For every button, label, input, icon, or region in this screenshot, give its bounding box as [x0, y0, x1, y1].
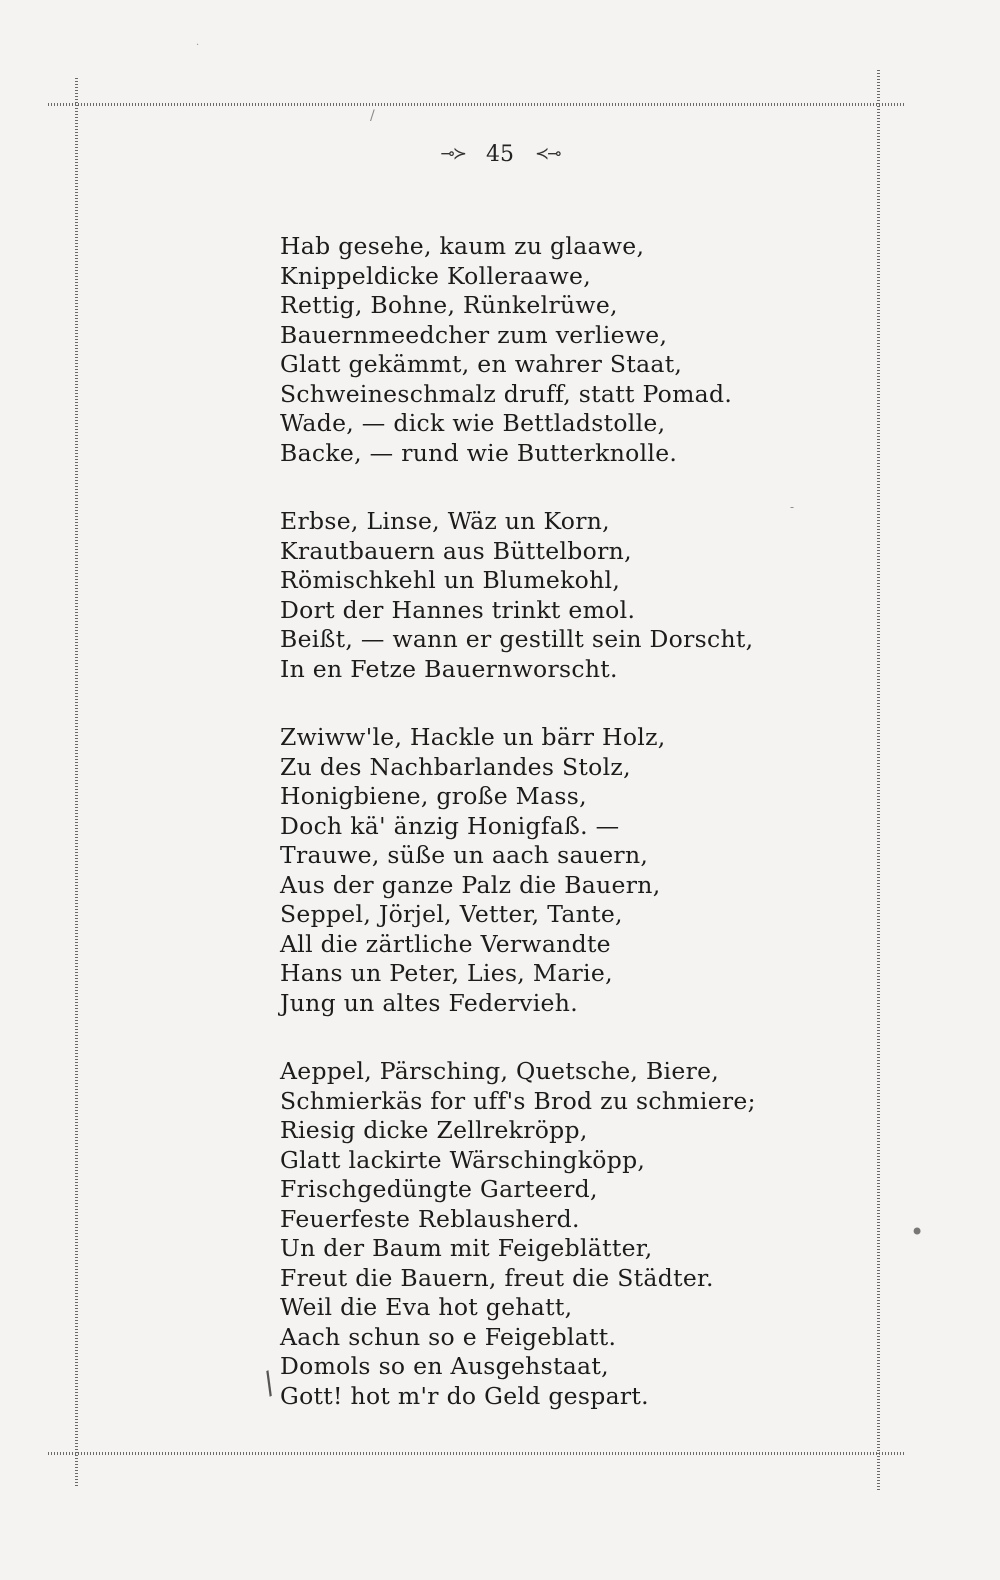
- poem-line: Hab gesehe, kaum zu glaawe,: [280, 232, 645, 260]
- poem-line: Schmierkäs for uff's Brod zu schmiere;: [280, 1086, 756, 1115]
- stanza: [280, 507, 754, 684]
- poem-line: Frischgedüngte Garteerd,: [280, 1175, 598, 1203]
- poem-line: Zwiww'le, Hackle un bärr Holz,: [280, 723, 666, 751]
- poem-line: Freut die Bauern, freut die Städter.: [280, 1263, 714, 1292]
- bottom-border-rule: [48, 1452, 906, 1455]
- paper-speck-icon: ·: [196, 40, 200, 51]
- poem-line: In en Fetze Bauernworscht.: [280, 654, 618, 683]
- poem-line: Beißt, — wann er gestillt sein Dorscht,: [280, 625, 754, 653]
- poem-line: Trauwe, süße un aach sauern,: [280, 841, 649, 869]
- poem-body: [280, 232, 756, 1450]
- poem-line: All die zärtliche Verwandte: [280, 929, 611, 958]
- top-border-rule: [48, 103, 906, 106]
- poem-line: Schweineschmalz druff, statt Pomad.: [280, 379, 733, 408]
- poem-line: Erbse, Linse, Wäz un Korn,: [280, 507, 610, 535]
- poem-line: Römischkehl un Blumekohl,: [280, 566, 621, 594]
- poem-line: Un der Baum mit Feigeblätter,: [280, 1234, 653, 1262]
- poem-line: Zu des Nachbarlandes Stolz,: [280, 752, 631, 781]
- ink-blot-icon: •: [910, 1218, 925, 1246]
- poem-line: Backe, — rund wie Butterknolle.: [280, 438, 678, 467]
- poem-line: Domols so en Ausgehstaat,: [280, 1352, 609, 1380]
- poem-line: Glatt gekämmt, en wahrer Staat,: [280, 350, 683, 378]
- paper-speck-icon: -: [790, 500, 795, 514]
- poem-line: Hans un Peter, Lies, Marie,: [280, 959, 613, 987]
- paper-speck-icon: /: [370, 108, 375, 124]
- poem-line: Aeppel, Pärsching, Quetsche, Biere,: [280, 1057, 720, 1085]
- page-number: 45: [486, 142, 514, 167]
- poem-line: Bauernmeedcher zum verliewe,: [280, 320, 668, 349]
- ornament-right-icon: ≺⊸: [535, 144, 560, 164]
- stanza: [280, 232, 733, 468]
- poem-line: Riesig dicke Zellrekröpp,: [280, 1116, 588, 1144]
- poem-line: Dort der Hannes trinkt emol.: [280, 595, 636, 624]
- poem-line: Rettig, Bohne, Rünkelrüwe,: [280, 291, 618, 319]
- poem-line: Krautbauern aus Büttelborn,: [280, 536, 632, 565]
- poem-line: Wade, — dick wie Bettladstolle,: [280, 409, 666, 437]
- poem-line: Knippeldicke Kolleraawe,: [280, 261, 592, 290]
- poem-line: Honigbiene, große Mass,: [280, 782, 587, 810]
- ornament-left-icon: ⊸≻: [440, 144, 465, 164]
- pencil-mark-icon: /: [257, 1365, 282, 1402]
- poem-line: Doch kä' änzig Honigfaß. —: [280, 811, 620, 840]
- poem-line: Aach schun so e Feigeblatt.: [280, 1322, 617, 1351]
- poem-line: Jung un altes Federvieh.: [280, 988, 578, 1017]
- poem-line: Feuerfeste Reblausherd.: [280, 1204, 580, 1233]
- left-border-rule: [75, 78, 78, 1488]
- poem-line: Aus der ganze Palz die Bauern,: [280, 870, 661, 899]
- poem-line: Glatt lackirte Wärschingköpp,: [280, 1145, 646, 1174]
- poem-line: Seppel, Jörjel, Vetter, Tante,: [280, 900, 623, 928]
- poem-line: Weil die Eva hot gehatt,: [280, 1293, 573, 1321]
- page-header: [0, 142, 1000, 167]
- stanza: [280, 723, 720, 1018]
- right-border-rule: [877, 70, 880, 1490]
- poem-line: Gott! hot m'r do Geld gespart.: [280, 1381, 649, 1410]
- stanza: [280, 1057, 756, 1411]
